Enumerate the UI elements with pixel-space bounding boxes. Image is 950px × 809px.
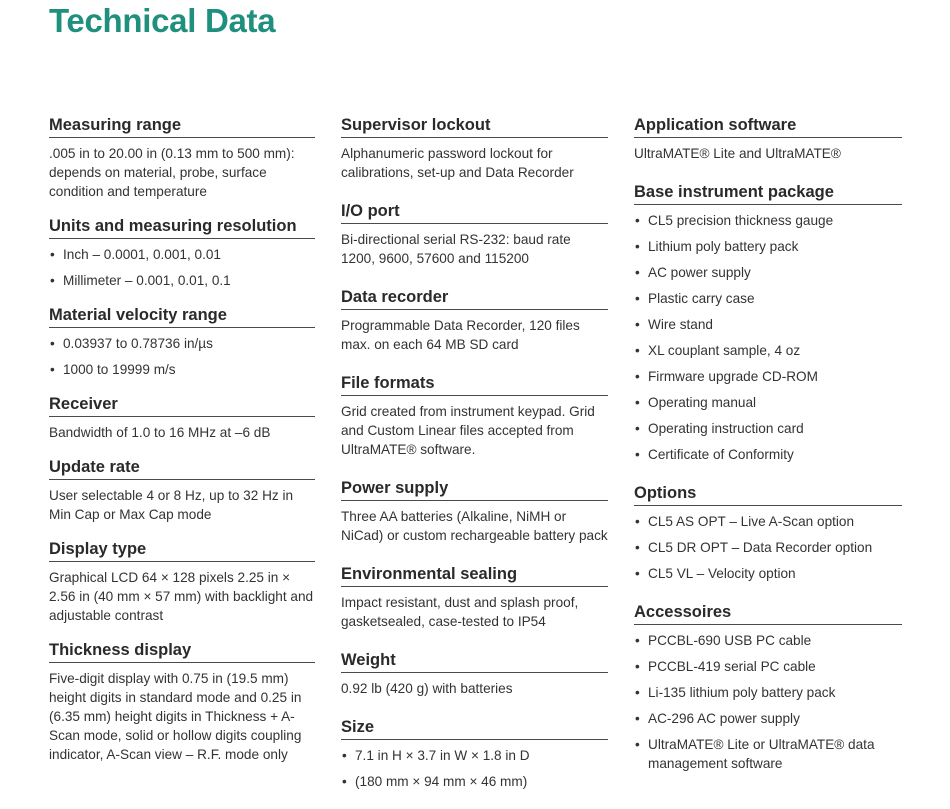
section-heading: Options bbox=[634, 482, 902, 506]
section-text: User selectable 4 or 8 Hz, up to 32 Hz in Min Cap or Max Cap mode bbox=[49, 488, 294, 522]
section-data-recorder bbox=[341, 286, 608, 354]
list-item: • (180 mm × 94 mm × 46 mm) bbox=[341, 772, 608, 791]
list-item: • Plastic carry case bbox=[634, 289, 902, 308]
section-text: Bandwidth of 1.0 to 16 MHz at –6 dB bbox=[49, 425, 271, 440]
section-receiver bbox=[49, 393, 315, 442]
section-text: Alphanumeric password lockout for calibrations, set-up and Data Recorder bbox=[341, 146, 574, 180]
section-base-instrument-package bbox=[634, 181, 902, 464]
list-item: • Operating instruction card bbox=[634, 419, 902, 438]
section-power-supply bbox=[341, 477, 608, 545]
section-heading: Accessoires bbox=[634, 601, 902, 625]
list-item: • Lithium poly battery pack bbox=[634, 237, 902, 256]
list-item: • XL couplant sample, 4 oz bbox=[634, 341, 902, 360]
section-update-rate bbox=[49, 456, 315, 524]
bullet-list bbox=[49, 334, 315, 379]
section-heading: Data recorder bbox=[341, 286, 608, 310]
section-thickness-display bbox=[49, 639, 315, 764]
list-item: • Firmware upgrade CD-ROM bbox=[634, 367, 902, 386]
section-environmental-sealing bbox=[341, 563, 608, 631]
section-i-o-port bbox=[341, 200, 608, 268]
column-left bbox=[49, 114, 315, 778]
section-file-formats bbox=[341, 372, 608, 459]
column-right bbox=[634, 114, 902, 791]
section-text: Bi-directional serial RS-232: baud rate 1200, 9600, 57600 and 115200 bbox=[341, 232, 571, 266]
bullet-list bbox=[634, 211, 902, 464]
list-item: • Operating manual bbox=[634, 393, 902, 412]
list-item: • UltraMATE® Lite or UltraMATE® data management software bbox=[634, 735, 902, 773]
list-item: • Li-135 lithium poly battery pack bbox=[634, 683, 902, 702]
section-weight bbox=[341, 649, 608, 698]
section-heading: Material velocity range bbox=[49, 304, 315, 328]
section-heading: Units and measuring resolution bbox=[49, 215, 315, 239]
bullet-list bbox=[634, 512, 902, 583]
list-item: • PCCBL-419 serial PC cable bbox=[634, 657, 902, 676]
section-supervisor-lockout bbox=[341, 114, 608, 182]
list-item: • AC-296 AC power supply bbox=[634, 709, 902, 728]
section-text: Programmable Data Recorder, 120 files max. on each 64 MB SD card bbox=[341, 318, 580, 352]
section-text: Grid created from instrument keypad. Grid and Custom Linear files accepted from UltraMATE® software. bbox=[341, 404, 595, 457]
bullet-list bbox=[49, 245, 315, 290]
list-item: • Millimeter – 0.001, 0.01, 0.1 bbox=[49, 271, 315, 290]
section-heading: Update rate bbox=[49, 456, 315, 480]
section-heading: File formats bbox=[341, 372, 608, 396]
section-heading: Size bbox=[341, 716, 608, 740]
list-item: • Certificate of Conformity bbox=[634, 445, 902, 464]
column-middle bbox=[341, 114, 608, 809]
section-heading: I/O port bbox=[341, 200, 608, 224]
section-measuring-range bbox=[49, 114, 315, 201]
list-item: • CL5 DR OPT – Data Recorder option bbox=[634, 538, 902, 557]
section-text: Five-digit display with 0.75 in (19.5 mm) height digits in standard mode and 0.25 in (6.35 mm) height digits in Thickness + A-Scan mode, solid or hollow digits coupling indicator, A-Scan view – R.F. mode only bbox=[49, 671, 302, 762]
section-heading: Measuring range bbox=[49, 114, 315, 138]
section-heading: Display type bbox=[49, 538, 315, 562]
list-item: • Inch – 0.0001, 0.001, 0.01 bbox=[49, 245, 315, 264]
list-item: • PCCBL-690 USB PC cable bbox=[634, 631, 902, 650]
bullet-list bbox=[341, 746, 608, 791]
list-item: • Wire stand bbox=[634, 315, 902, 334]
section-application-software bbox=[634, 114, 902, 163]
list-item: • CL5 precision thickness gauge bbox=[634, 211, 902, 230]
list-item: • CL5 AS OPT – Live A-Scan option bbox=[634, 512, 902, 531]
section-units-and-measuring-resolution bbox=[49, 215, 315, 290]
list-item: • 0.03937 to 0.78736 in/µs bbox=[49, 334, 315, 353]
section-material-velocity-range bbox=[49, 304, 315, 379]
section-heading: Thickness display bbox=[49, 639, 315, 663]
list-item: • AC power supply bbox=[634, 263, 902, 282]
section-options bbox=[634, 482, 902, 583]
section-heading: Power supply bbox=[341, 477, 608, 501]
section-heading: Supervisor lockout bbox=[341, 114, 608, 138]
section-heading: Base instrument package bbox=[634, 181, 902, 205]
section-text: UltraMATE® Lite and UltraMATE® bbox=[634, 146, 841, 161]
section-display-type bbox=[49, 538, 315, 625]
list-item: • 7.1 in H × 3.7 in W × 1.8 in D bbox=[341, 746, 608, 765]
list-item: • 1000 to 19999 m/s bbox=[49, 360, 315, 379]
section-heading: Receiver bbox=[49, 393, 315, 417]
section-heading: Application software bbox=[634, 114, 902, 138]
section-text: 0.92 lb (420 g) with batteries bbox=[341, 681, 513, 696]
section-accessoires bbox=[634, 601, 902, 773]
section-text: Impact resistant, dust and splash proof, gasketsealed, case-tested to IP54 bbox=[341, 595, 579, 629]
section-size bbox=[341, 716, 608, 791]
page-title: Technical Data bbox=[49, 2, 276, 39]
list-item: • CL5 VL – Velocity option bbox=[634, 564, 902, 583]
bullet-list bbox=[634, 631, 902, 773]
section-text: Graphical LCD 64 × 128 pixels 2.25 in × 2.56 in (40 mm × 57 mm) with backlight and adjustable contrast bbox=[49, 570, 314, 623]
section-heading: Environmental sealing bbox=[341, 563, 608, 587]
section-heading: Weight bbox=[341, 649, 608, 673]
section-text: .005 in to 20.00 in (0.13 mm to 500 mm): depends on material, probe, surface condition and temperature bbox=[49, 146, 295, 199]
section-text: Three AA batteries (Alkaline, NiMH or NiCad) or custom rechargeable battery pack bbox=[341, 509, 608, 543]
